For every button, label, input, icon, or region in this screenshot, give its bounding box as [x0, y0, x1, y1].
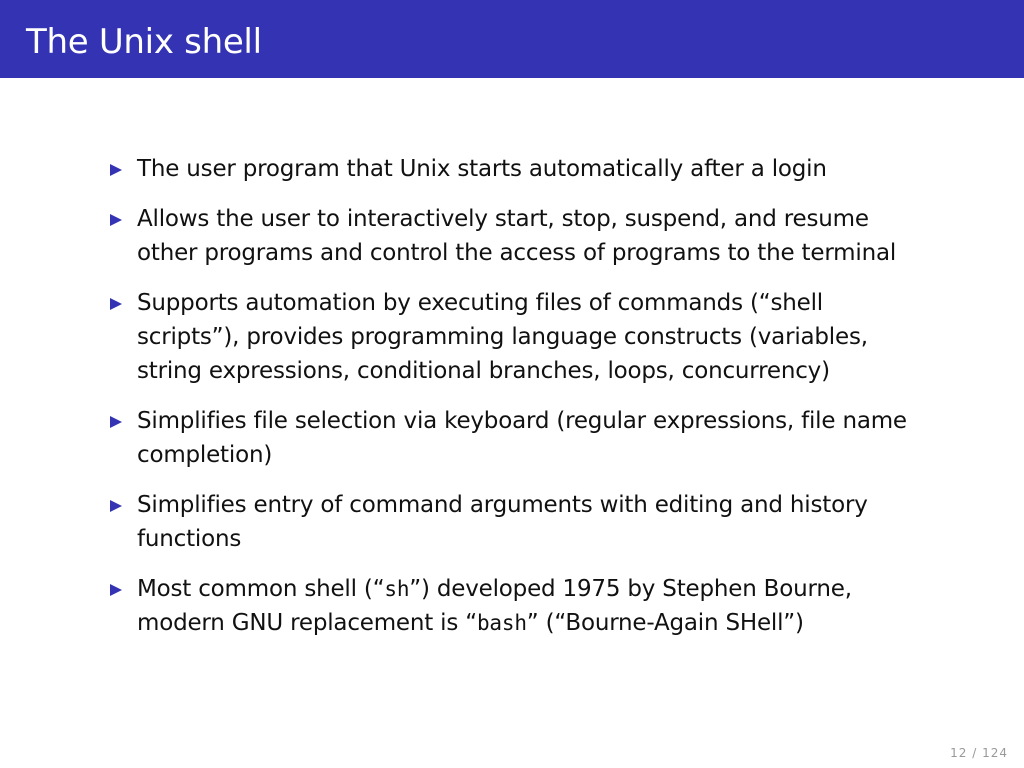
bullet-item — [108, 488, 948, 556]
bullet-line: functions — [137, 526, 242, 552]
bullet-line: scripts”), provides programming language constructs (variables, — [137, 324, 868, 350]
triangle-right-icon — [110, 214, 122, 226]
triangle-right-icon — [110, 164, 122, 176]
bullet-line: completion) — [137, 442, 273, 468]
bullet-text: Most common shell (“ — [137, 576, 385, 602]
triangle-right-icon — [110, 500, 122, 512]
bullet-line — [137, 606, 948, 640]
slide-title-bar — [0, 0, 1024, 78]
triangle-right-icon — [110, 298, 122, 310]
bullet-line: The user program that Unix starts automatically after a login — [137, 156, 827, 182]
bullet-text: ”) developed 1975 by Stephen Bourne, — [409, 576, 852, 602]
slide-title: The Unix shell — [26, 22, 262, 62]
bullet-line: Allows the user to interactively start, stop, suspend, and resume — [137, 206, 869, 232]
bullet-item — [108, 572, 948, 640]
bullet-line: string expressions, conditional branches, loops, concurrency) — [137, 358, 830, 384]
triangle-right-icon — [110, 416, 122, 428]
inline-code: sh — [384, 577, 410, 601]
bullet-item — [108, 286, 948, 388]
bullet-line — [137, 572, 948, 606]
inline-code: bash — [476, 611, 527, 635]
bullet-line: Simplifies file selection via keyboard (regular expressions, file name — [137, 408, 907, 434]
bullet-line: other programs and control the access of programs to the terminal — [137, 240, 897, 266]
bullet-item — [108, 202, 948, 270]
bullet-text: modern GNU replacement is “ — [137, 610, 477, 636]
page-number: 12 / 124 — [950, 746, 1008, 760]
bullet-item — [108, 404, 948, 472]
bullet-item — [108, 152, 948, 186]
bullet-line: Supports automation by executing files of commands (“shell — [137, 290, 823, 316]
slide-content — [108, 152, 948, 656]
triangle-right-icon — [110, 584, 122, 596]
bullet-text: ” (“Bourne-Again SHell”) — [526, 610, 804, 636]
bullet-line: Simplifies entry of command arguments with editing and history — [137, 492, 868, 518]
